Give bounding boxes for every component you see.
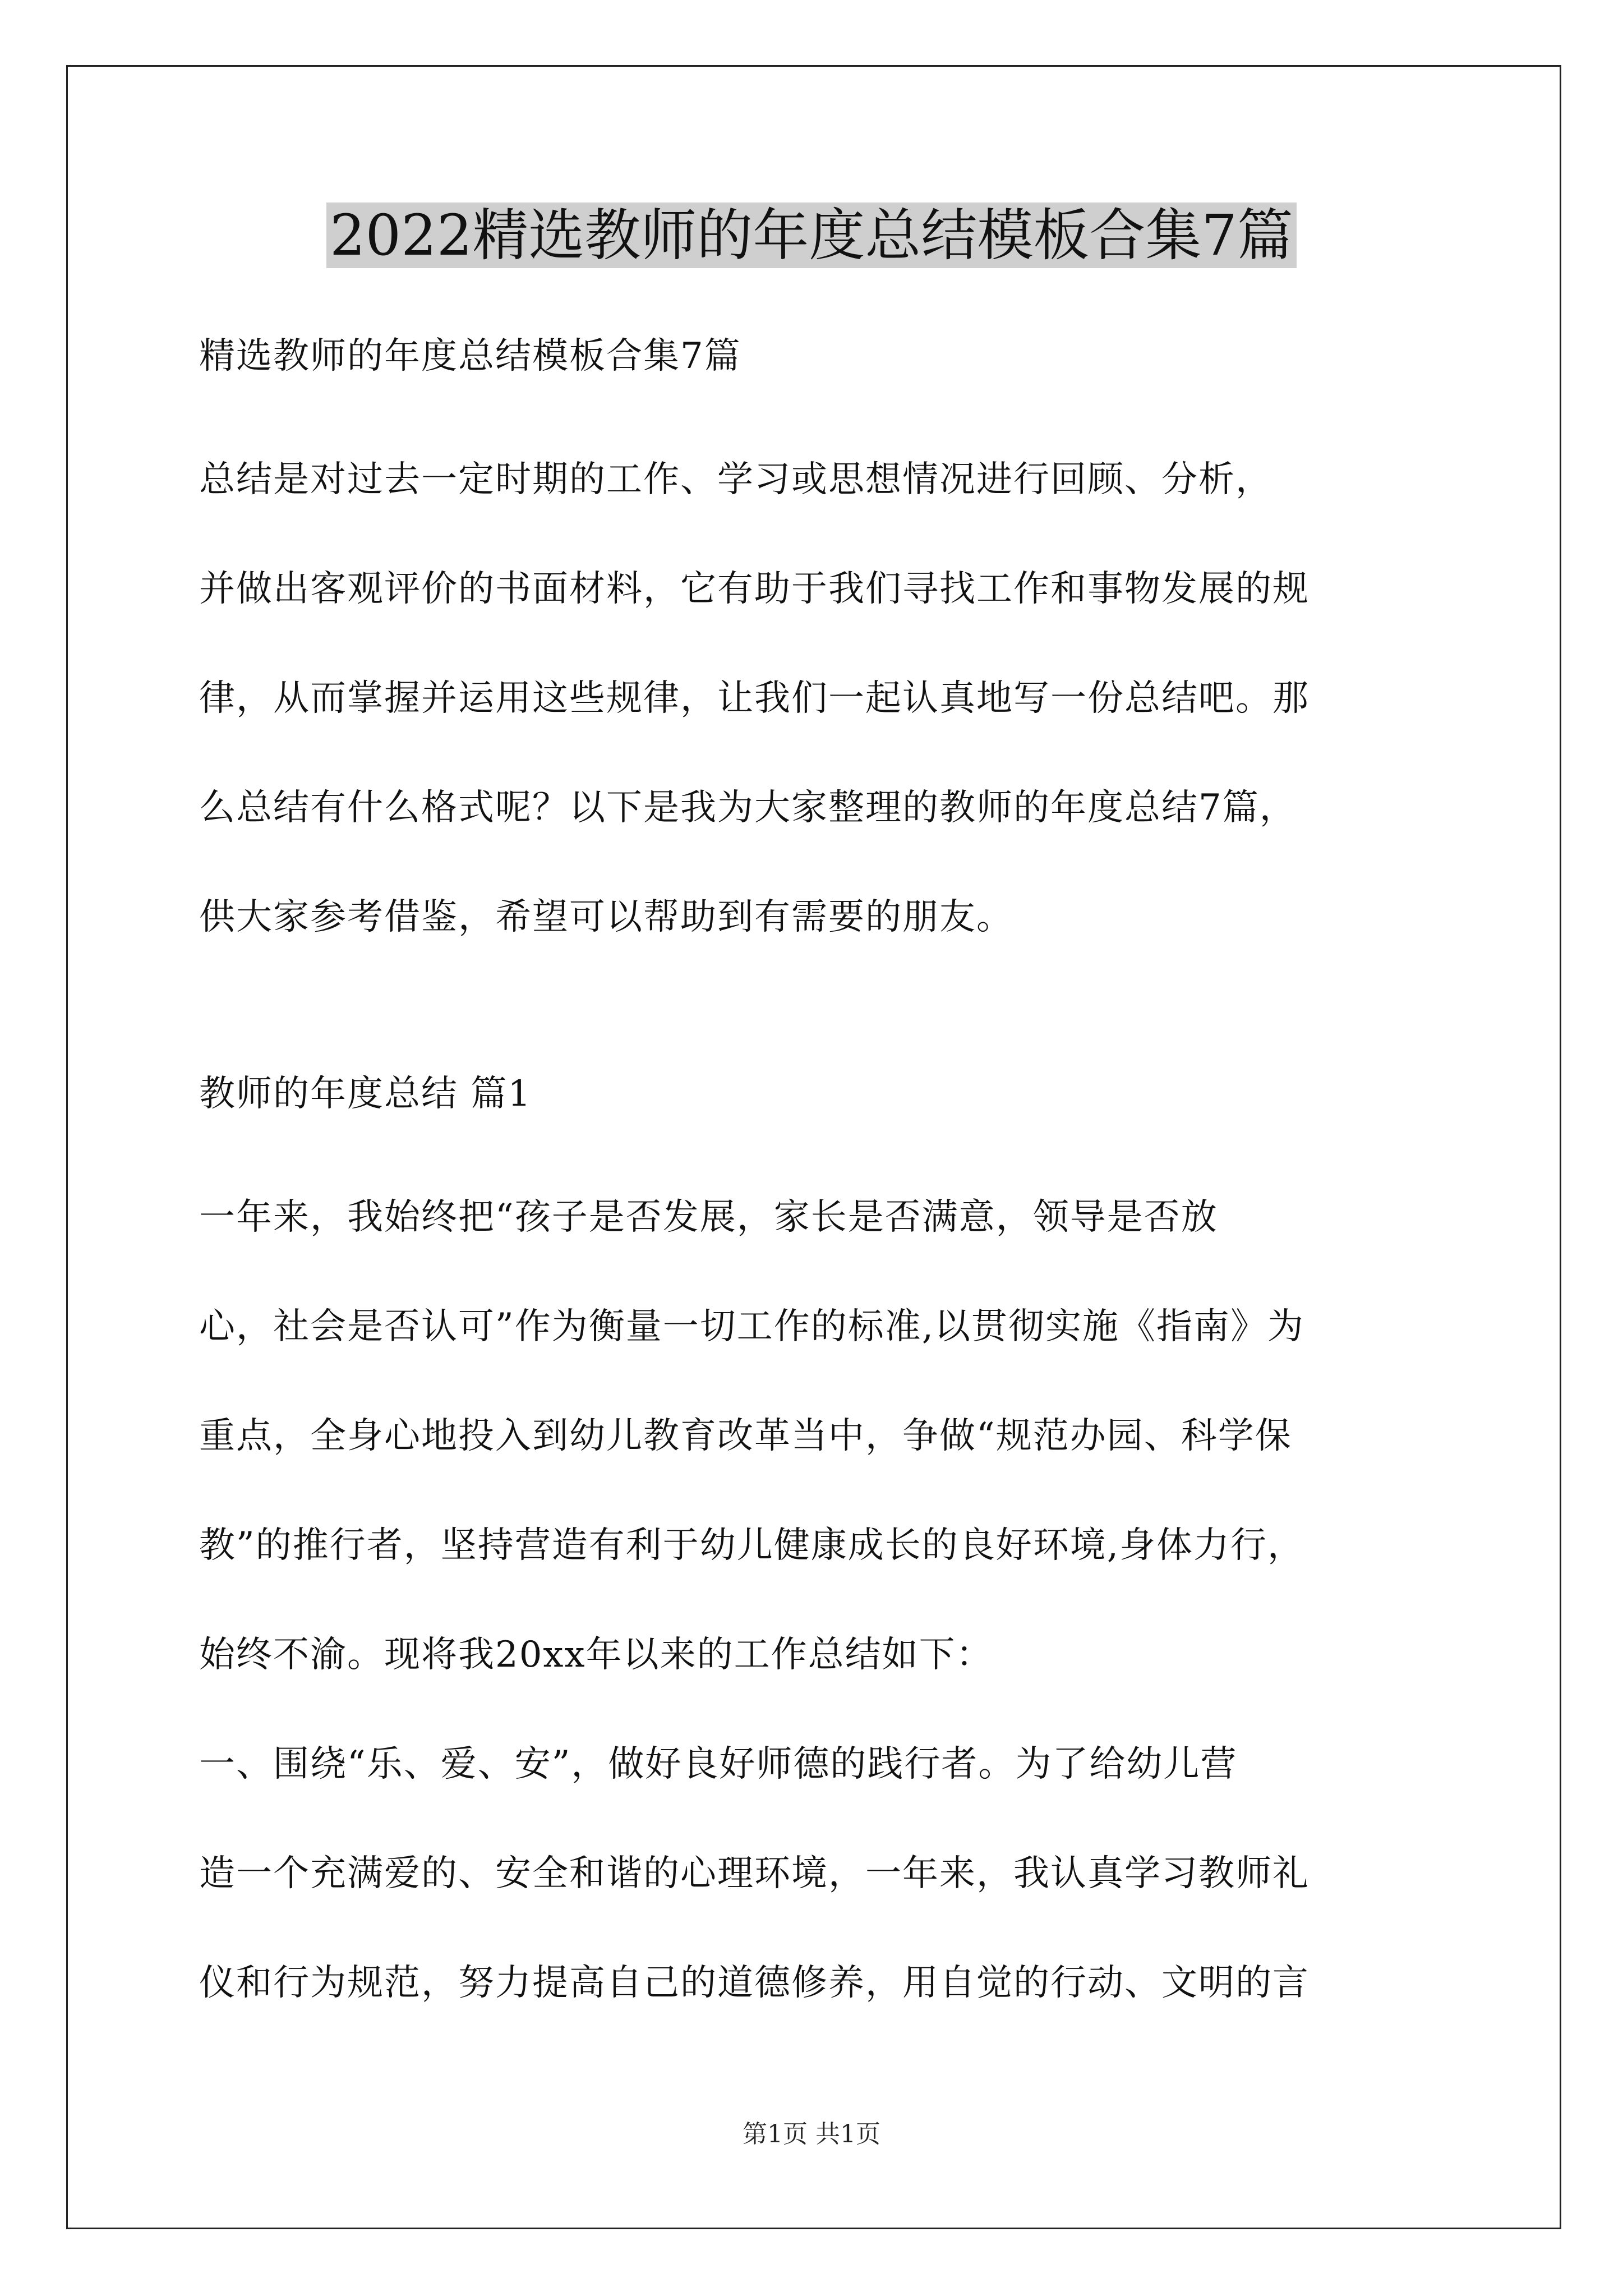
intro-line-4: 么总结有什么格式呢？以下是我为大家整理的教师的年度总结7篇， bbox=[199, 787, 1297, 829]
paragraph-line-1: 一年来，我始终把“孩子是否发展，家长是否满意，领导是否放 bbox=[199, 1197, 1218, 1238]
intro-line-2: 并做出客观评价的书面材料，它有助于我们寻找工作和事物发展的规 bbox=[199, 568, 1310, 610]
paragraph-line-4: 教”的推行者，坚持营造有利于幼儿健康成长的良好环境,身体力行， bbox=[199, 1525, 1305, 1566]
document-title bbox=[0, 194, 1623, 278]
intro-line-3: 律，从而掌握并运用这些规律，让我们一起认真地写一份总结吧。那 bbox=[199, 678, 1310, 719]
paragraph-line-8: 仪和行为规范，努力提高自己的道德修养，用自觉的行动、文明的言 bbox=[199, 1962, 1310, 2004]
intro-line-5: 供大家参考借鉴，希望可以帮助到有需要的朋友。 bbox=[199, 896, 1013, 938]
paragraph-line-3: 重点，全身心地投入到幼儿教育改革当中，争做“规范办园、科学保 bbox=[199, 1415, 1292, 1457]
paragraph-line-6: 一、围绕“乐、爱、安”，做好良好师德的践行者。为了给幼儿营 bbox=[199, 1743, 1238, 1785]
paragraph-line-2: 心，社会是否认可”作为衡量一切工作的标准,以贯彻实施《指南》为 bbox=[199, 1306, 1305, 1347]
page-footer: 第1页 共1页 bbox=[743, 2120, 880, 2148]
page-border bbox=[66, 65, 1561, 2229]
document-title-text: 2022精选教师的年度总结模板合集7篇 bbox=[326, 203, 1297, 268]
intro-line-1: 总结是对过去一定时期的工作、学习或思想情况进行回顾、分析， bbox=[199, 459, 1272, 500]
section-heading: 教师的年度总结 篇1 bbox=[199, 1073, 532, 1115]
document-subtitle: 精选教师的年度总结模板合集7篇 bbox=[199, 335, 741, 377]
paragraph-line-5: 始终不渝。现将我20xx年以来的工作总结如下： bbox=[199, 1634, 993, 1676]
paragraph-line-7: 造一个充满爱的、安全和谐的心理环境，一年来，我认真学习教师礼 bbox=[199, 1853, 1310, 1894]
